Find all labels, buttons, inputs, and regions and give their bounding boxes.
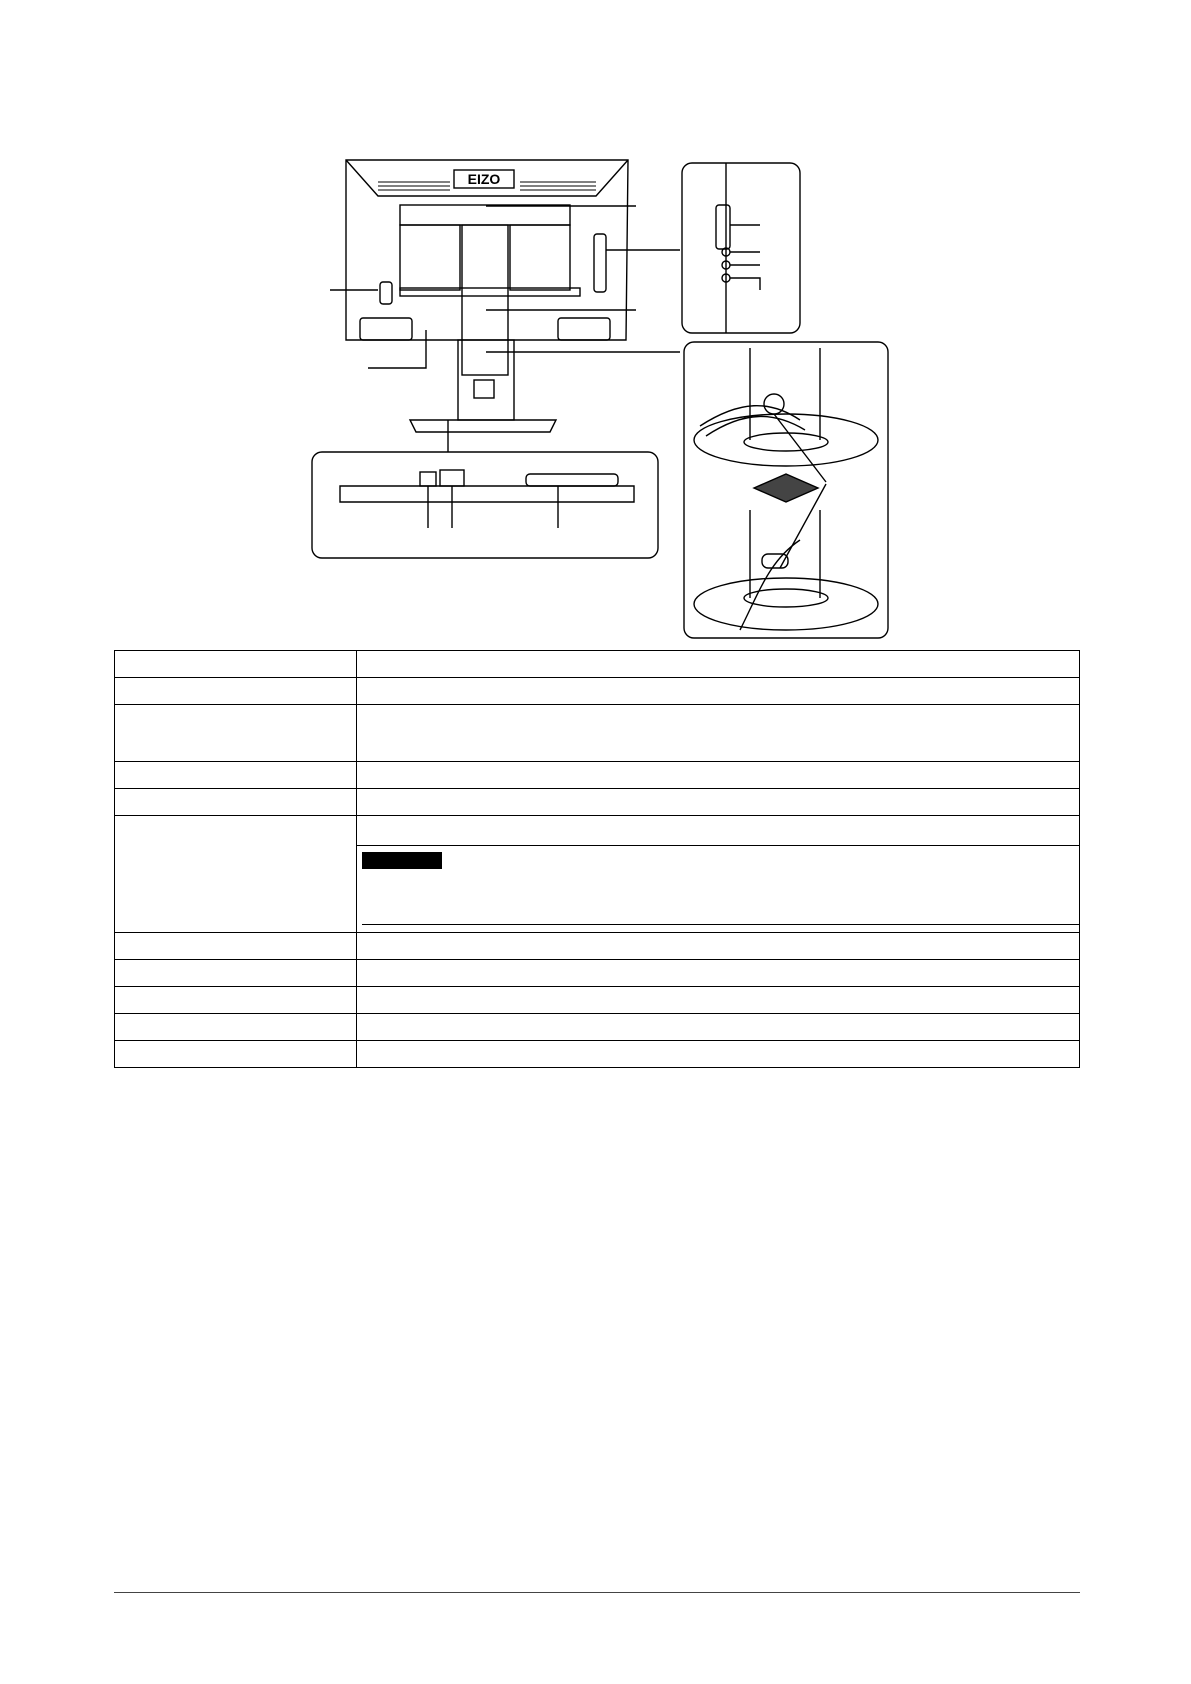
row-description: [357, 1014, 1080, 1041]
row-label: [115, 651, 357, 678]
attention-badge: [362, 852, 442, 869]
row-description: [357, 933, 1080, 960]
logo-text: EIZO: [467, 171, 501, 187]
row-description: [357, 678, 1080, 705]
row-description: [357, 1041, 1080, 1068]
table-row: [115, 933, 1080, 960]
row-label: [115, 1041, 357, 1068]
row-label: [115, 705, 357, 762]
table-row: [115, 987, 1080, 1014]
row-description: [357, 987, 1080, 1014]
row-label: [115, 960, 357, 987]
row-description: [357, 960, 1080, 987]
divider: [357, 845, 1079, 846]
table-row: [115, 705, 1080, 762]
monitor-diagram: [0, 0, 1191, 650]
row-label: [115, 933, 357, 960]
row-label: [115, 987, 357, 1014]
row-label: [115, 789, 357, 816]
table-row: [115, 816, 1080, 933]
table-row: [115, 1014, 1080, 1041]
row-description: [357, 705, 1080, 762]
table-row: [115, 789, 1080, 816]
table-row: [115, 1041, 1080, 1068]
row-description: [357, 789, 1080, 816]
parts-table: [114, 650, 1080, 1068]
row-label: [115, 1014, 357, 1041]
table-row: [115, 960, 1080, 987]
row-description: [357, 762, 1080, 789]
monitor-rear-illustration: [0, 0, 1191, 650]
row-label: [115, 678, 357, 705]
table-row: [115, 678, 1080, 705]
row-description-with-note: [357, 816, 1080, 933]
row-label: [115, 762, 357, 789]
table-row: [115, 762, 1080, 789]
row-description: [357, 651, 1080, 678]
footer-divider: [114, 1592, 1080, 1593]
row-label: [115, 816, 357, 933]
divider: [362, 924, 1079, 925]
table-row: [115, 651, 1080, 678]
